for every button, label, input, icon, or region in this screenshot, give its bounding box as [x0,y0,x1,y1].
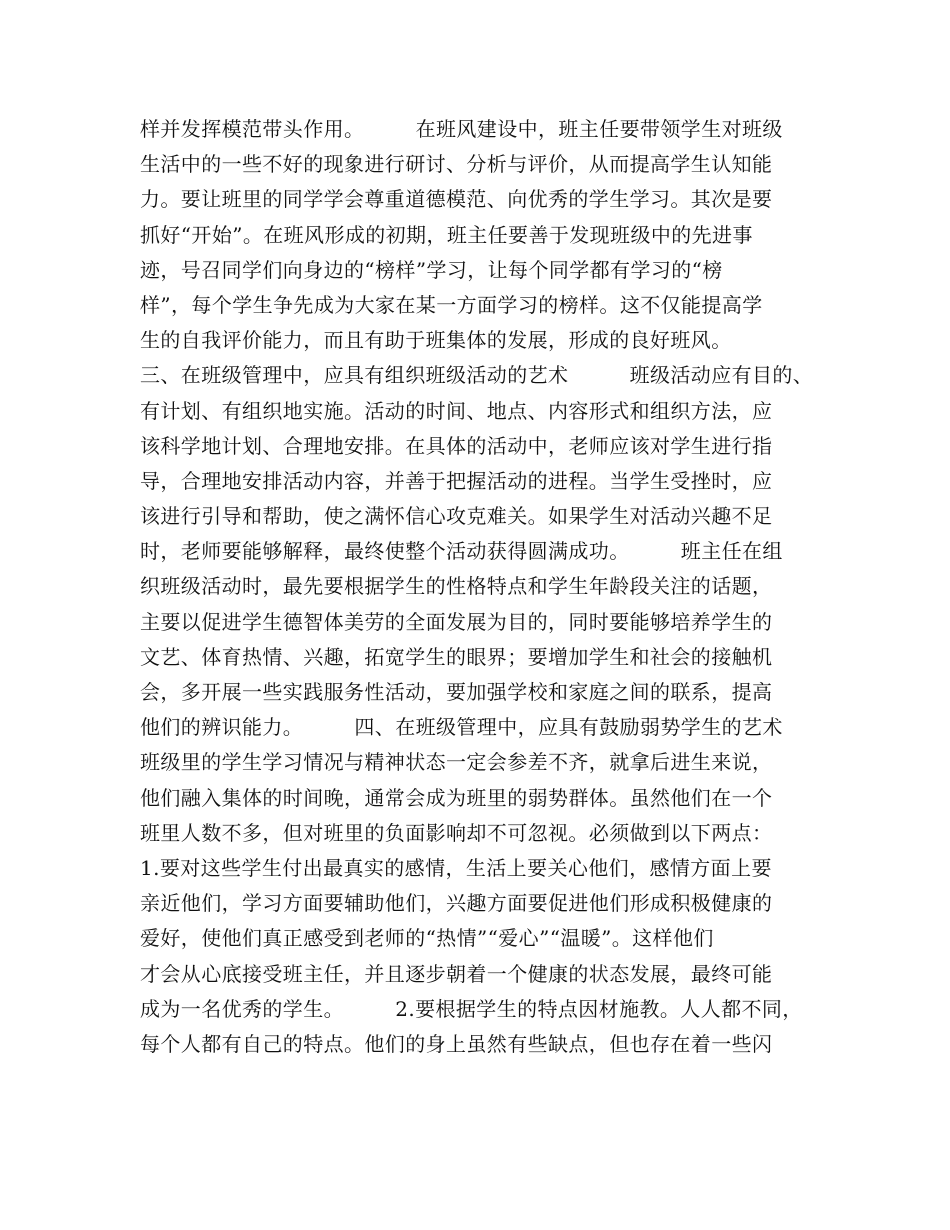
text-line: 班级里的学生学习情况与精神状态一定会参差不齐，就拿后进生来说， [140,750,773,775]
text-line: 三、在班级管理中，应具有组织班级活动的艺术 班级活动应有目的、 [140,363,814,388]
text-line: 成为一名优秀的学生。 2.要根据学生的特点因材施教。人人都不同， [140,996,803,1021]
text-line: 力。要让班里的同学学会尊重道德模范、向优秀的学生学习。其次是要 [140,187,773,212]
text-line: 爱好，使他们真正感受到老师的“热情”“爱心”“温暖”。这样他们 [140,926,714,951]
text-line: 生的自我评价能力，而且有助于班集体的发展，形成的良好班风。 [140,328,732,353]
text-line: 班里人数不多，但对班里的负面影响却不可忽视。必须做到以下两点： [140,820,773,845]
text-line: 有计划、有组织地实施。活动的时间、地点、内容形式和组织方法，应 [140,398,773,423]
text-line: 主要以促进学生德智体美劳的全面发展为目的，同时要能够培养学生的 [140,609,773,634]
text-line: 样并发挥模范带头作用。 在班风建设中，班主任要带领学生对班级 [140,117,783,141]
text-line: 该进行引导和帮助，使之满怀信心攻克难关。如果学生对活动兴趣不足 [140,504,773,529]
text-line: 时，老师要能够解释，最终使整个活动获得圆满成功。 班主任在组 [140,539,783,564]
text-line: 会，多开展一些实践服务性活动，要加强学校和家庭之间的联系，提高 [140,680,773,704]
body-text [140,112,830,1062]
text-line: 才会从心底接受班主任，并且逐步朝着一个健康的状态发展，最终可能 [140,961,773,986]
text-line: 织班级活动时，最先要根据学生的性格特点和学生年龄段关注的话题， [140,574,773,599]
text-line: 1.要对这些学生付出最真实的感情，生活上要关心他们，感情方面上要 [140,855,772,880]
text-line: 亲近他们，学习方面要辅助他们，兴趣方面要促进他们形成积极健康的 [140,891,773,916]
text-line: 抓好“开始”。在班风形成的初期，班主任要善于发现班级中的先进事 [140,222,753,247]
text-line: 该科学地计划、合理地安排。在具体的活动中，老师应该对学生进行指 [140,433,773,458]
text-line: 迹，号召同学们向身边的“榜样”学习，让每个同学都有学习的“榜 [140,257,723,282]
text-line: 他们的辨识能力。 四、在班级管理中，应具有鼓励弱势学生的艺术 [140,715,783,740]
text-line: 他们融入集体的时间晚，通常会成为班里的弱势群体。虽然他们在一个 [140,785,773,810]
text-line: 导，合理地安排活动内容，并善于把握活动的进程。当学生受挫时，应 [140,468,773,493]
text-line: 生活中的一些不好的现象进行研讨、分析与评价，从而提高学生认知能 [140,152,773,177]
text-line: 文艺、体育热情、兴趣，拓宽学生的眼界；要增加学生和社会的接触机 [140,644,773,669]
text-line: 每个人都有自己的特点。他们的身上虽然有些缺点，但也存在着一些闪 [140,1031,773,1056]
text-line: 样”，每个学生争先成为大家在某一方面学习的榜样。这不仅能提高学 [140,292,763,317]
